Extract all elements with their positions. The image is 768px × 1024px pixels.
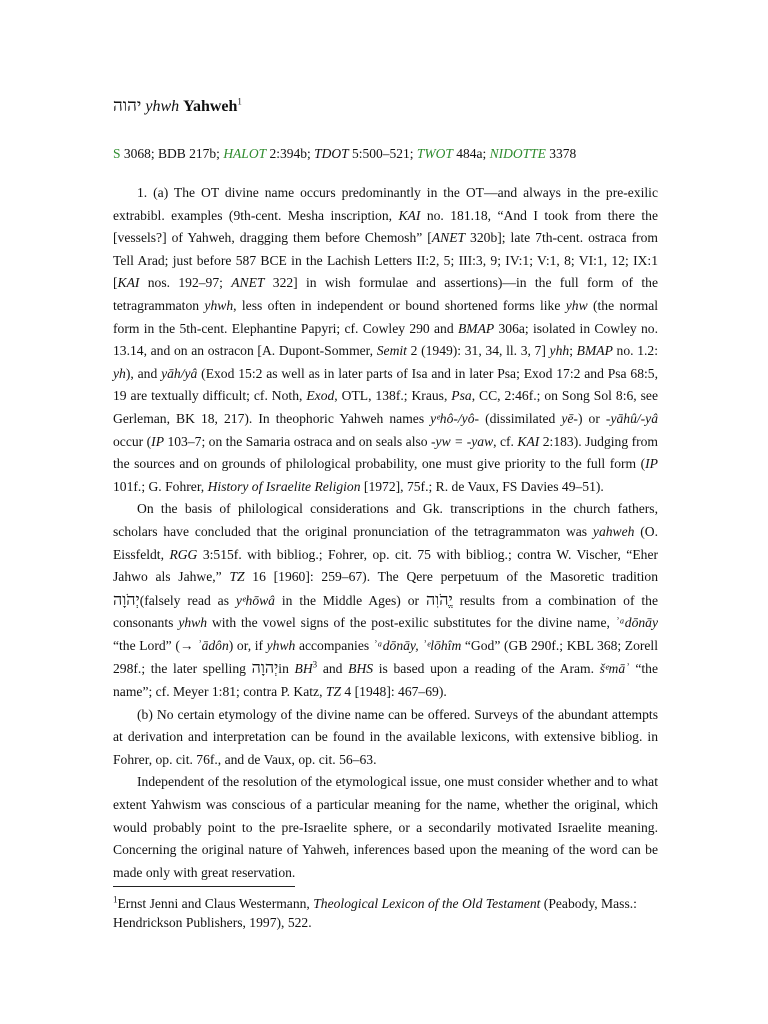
- ref-nidotte-value: 3378: [545, 146, 577, 161]
- entry-heading: [113, 96, 242, 116]
- hebrew-lemma: יהוה: [113, 96, 142, 116]
- footnote-divider: [113, 886, 295, 887]
- ref-bdb-value: 217b;: [185, 146, 224, 161]
- ref-tdot-value: 5:500–521;: [348, 146, 417, 161]
- ref-s-link[interactable]: S: [113, 146, 121, 161]
- paragraph-1a: 1. (a) The OT divine name occurs predominantly in the OT—and always in the pre-exilic extrabibl. examples (9th-cent. Mesha inscription, KAI no. 181.18, “And I took from there the [vessels?] of Yahweh, dragging them before Chemosh” [ANET 320b]; late 7th-cent. ostraca from Tell Arad; just before 587 BCE in the Lachish Letters II:2, 5; III:3, 9; IV:1; V:1, 8; VI:1, 12; IX:1 [KAI nos. 192–97; ANET 322] in wish formulae and assertions)—in the full form of the tetragrammaton yhwh, less often in independent or bound shortened forms like yhw (the normal form in the 5th-cent. Elephantine Papyri; cf. Cowley 290 and BMAP 306a; isolated in Cowley no. 13.14, and on an ostracon [A. Dupont-Sommer, Semit 2 (1949): 31, 34, ll. 3, 7] yhh; BMAP no. 1.2: yh), and yāh/yâ (Exod 15:2 as well as in later parts of Isa and in later Psa; Exod 17:2 and Psa 68:5, 19 are textually difficult; cf. Noth, Exod, OTL, 138f.; Kraus, Psa, CC, 2:46f.; on Song Sol 8:6, see Gerleman, BK 18, 217). In theophoric Yahweh names yᵉhô-/yô- (dissimilated yē-) or -yāhû/-yâ occur (IP 103–7; on the Samaria ostraca and on seals also -yw = -yaw, cf. KAI 2:183). Judging from the sources and on grounds of philological probability, one must give priority to the full form (IP 101f.; G. Fohrer, History of Israelite Religion [1972], 75f.; R. de Vaux, FS Davies 49–51).: [113, 185, 659, 494]
- ref-twot-value: 484a;: [452, 146, 490, 161]
- entry-body: [113, 182, 658, 884]
- footnote-number: 1: [113, 894, 118, 905]
- ref-bdb: BDB: [158, 146, 186, 161]
- paragraph-1c: (b) No certain etymology of the divine name can be offered. Surveys of the abundant attempts at derivation and interpretation can be found in the available lexicons, with extensive bibliog. in Fohrer, op. cit. 76f., and de Vaux, op. cit. 56–63.: [113, 706, 658, 767]
- ref-s-value: 3068;: [120, 146, 159, 161]
- hebrew-qere: יְהֹוָה: [113, 589, 140, 609]
- lemma-title: Yahweh: [183, 98, 238, 115]
- ref-halot-value: 2:394b;: [266, 146, 315, 161]
- transliteration: yhwh: [145, 98, 180, 115]
- ref-nidotte-link[interactable]: NIDOTTE: [489, 146, 546, 161]
- footnote-marker[interactable]: 1: [237, 96, 242, 107]
- footnote: $^1$Ernst Jenni and Claus Westermann, Theological Lexicon of the Old Testament (Peabody, Mass.: Hendrickson Publishers, 1997), 522.: [113, 894, 637, 930]
- hebrew-qere-alt: יֱהֹוִה: [425, 589, 453, 609]
- paragraph-1b: On the basis of philological considerations and Gk. transcriptions in the church fathers, scholars have concluded that the original pronunciation of the tetragrammaton was yahweh (O. Eissfeldt, RGG 3:515f. with bibliog.; Fohrer, op. cit. 75 with bibliog.; contra W. Vischer, “Eher Jahwo als Jahwe,” TZ 16 [1960]: 259–67). The Qere perpetuum of the Masoretic tradition יְהֹוָה(falsely read as yᵉhōwâ in the Middle Ages) or יֱהֹוִה results from a combination of the consonants yhwh with the vowel signs of the post-exilic substitutes for the divine name, ʾᵃdōnāy “the Lord” (→ ʾādôn) or, if yhwh accompanies ʾᵃdōnāy, ʾᵉlōhîm “God” (GB 290f.; KBL 368; Zorell 298f.; the later spelling יְהוָהin $BH^3$ and BHS is based upon a reading of the Aram. šᵉmāʾ “the name”; cf. Meyer 1:81; contra P. Katz, TZ 4 [1948]: 467–69).: [113, 501, 659, 700]
- ref-halot-link[interactable]: HALOT: [223, 146, 267, 161]
- ref-twot-link[interactable]: TWOT: [416, 146, 453, 161]
- ref-tdot: TDOT: [314, 146, 349, 161]
- paragraph-1d: Independent of the resolution of the etymological issue, one must consider whether and to what extent Yahwism was conscious of a particular meaning for the name, whether the original, which would probably point to the pre-Israelite sphere, or a secondarily motivated Israelite meaning. Concerning the original nature of Yahweh, inferences based upon the meaning of the word can be made only with great reservation.: [113, 774, 658, 880]
- reference-line: [113, 146, 576, 162]
- hebrew-later-spelling: יְהוָה: [251, 658, 279, 678]
